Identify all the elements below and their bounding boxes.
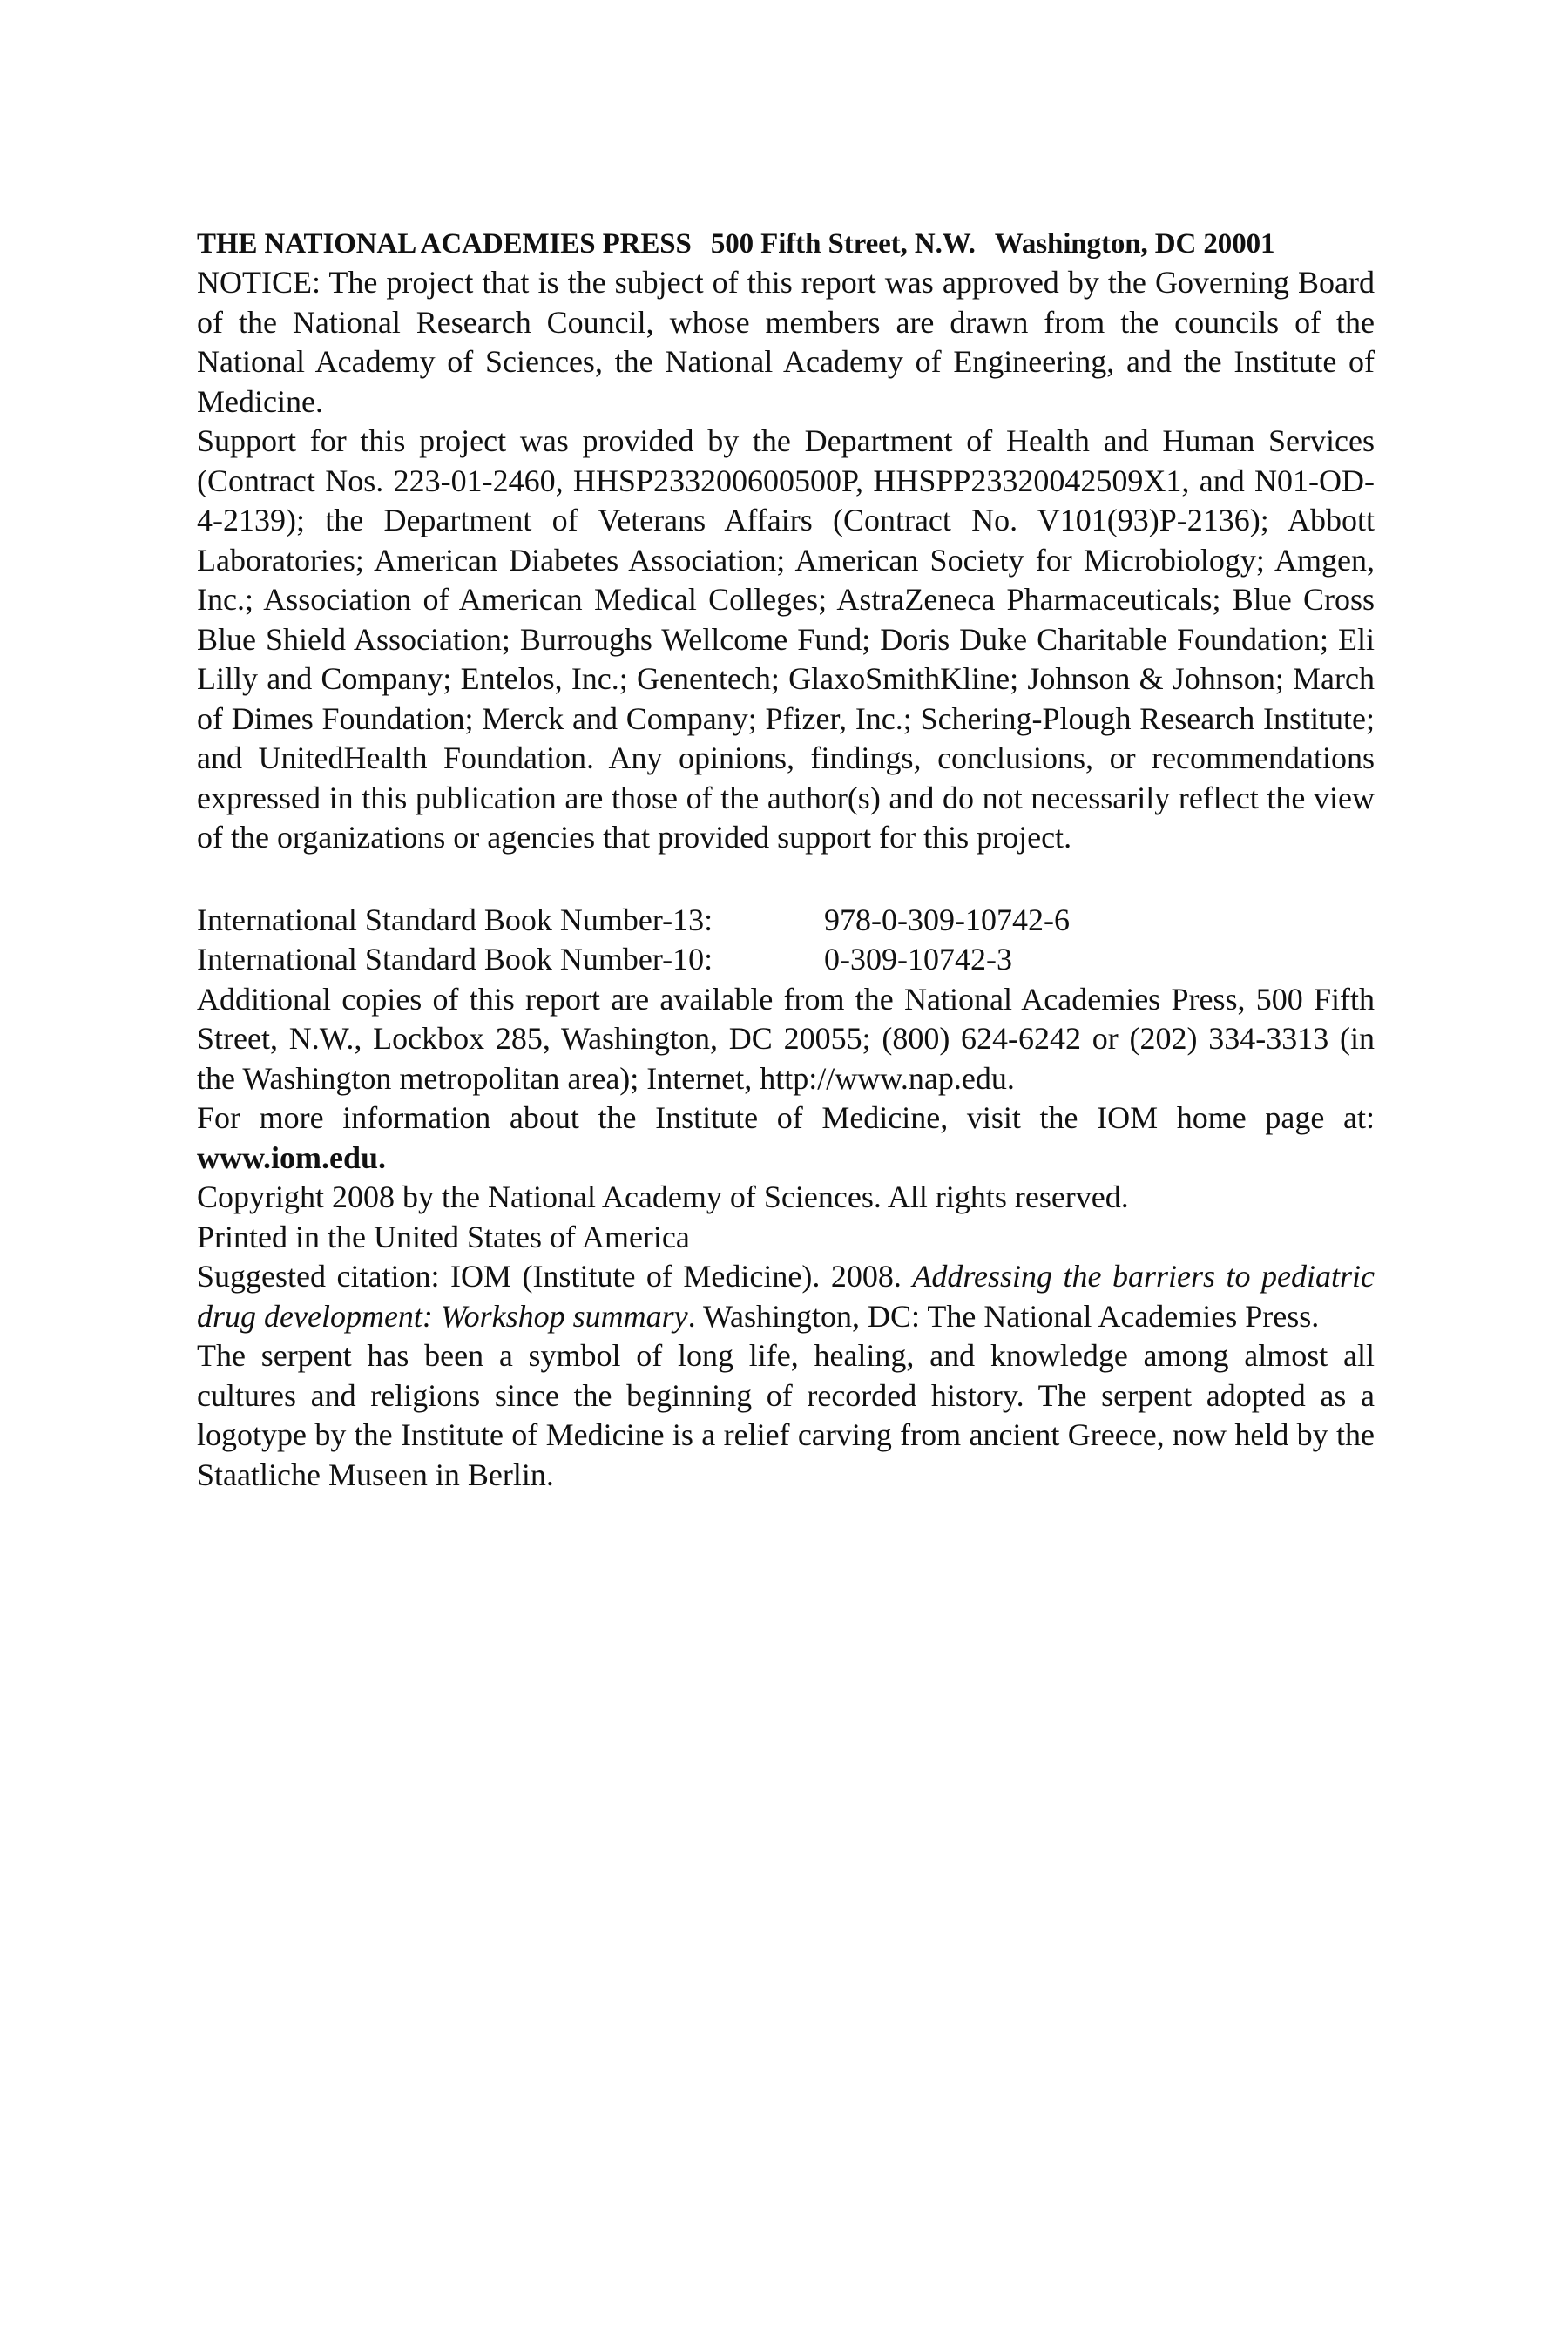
copyright-page: [197, 225, 1375, 1495]
isbn-13-row: [197, 901, 1375, 941]
citation-prefix: Suggested citation: IOM (Institute of Medicine). 2008.: [197, 1259, 913, 1294]
suggested-citation: [197, 1257, 1375, 1336]
additional-copies-paragraph: Additional copies of this report are available from the National Academies Press, 500 Fifth Street, N.W., Lockbox 285, Washington, DC 20055; (800) 624-6242 or (202) 334-3313 (in the Washington metropolitan area); Internet, http://www.nap.edu.: [197, 981, 1375, 1096]
publisher-header: [197, 225, 1375, 263]
printed-line: Printed in the United States of America: [197, 1219, 690, 1254]
isbn-13-value: 978-0-309-10742-6: [824, 902, 1070, 937]
isbn-10-value: 0-309-10742-3: [824, 942, 1012, 977]
notice-paragraph: NOTICE: The project that is the subject of this report was approved by the Governing Board of the National Research Council, whose members are drawn from the councils of the National Academy of Sciences, the National Academy of Engineering, and the Institute of Medicine.: [197, 265, 1375, 419]
citation-suffix: . Washington, DC: The National Academies Press.: [687, 1298, 1320, 1334]
iom-website-link[interactable]: www.iom.edu.: [197, 1139, 387, 1175]
publisher-city: Washington, DC 20001: [994, 228, 1275, 260]
more-info-text: For more information about the Institute of Medicine, visit the IOM home page at:: [197, 1100, 1375, 1135]
support-paragraph: Support for this project was provided by the Department of Health and Human Services (Contract Nos. 223-01-2460, HHSP233200600500P, HHSPP23320042509X1, and N01-OD-4-2139); the Department of Veterans Affairs (Contract No. V101(93)P-2136); Abbott Laboratories; American Diabetes Association; American Society for Microbiology; Amgen, Inc.; Association of American Medical Colleges; AstraZeneca Pharmaceuticals; Blue Cross Blue Shield Association; Burroughs Wellcome Fund; Doris Duke Charitable Foundation; Eli Lilly and Company; Entelos, Inc.; Genentech; GlaxoSmithKline; Johnson & Johnson; March of Dimes Foundation; Merck and Company; Pfizer, Inc.; Schering-Plough Research Institute; and UnitedHealth Foundation. Any opinions, findings, conclusions, or recommendations expressed in this publication are those of the author(s) and do not necessarily reflect the view of the organizations or agencies that provided support for this project.: [197, 423, 1375, 855]
publisher-street: 500 Fifth Street, N.W.: [710, 228, 976, 260]
isbn-list: [197, 901, 1375, 980]
isbn-10-label: International Standard Book Number-10:: [197, 942, 713, 977]
more-info-paragraph: [197, 1098, 1375, 1178]
isbn-10-row: [197, 940, 1375, 980]
citation-title: Addressing the barriers to pediatric drug development: Workshop summary: [197, 1259, 1375, 1334]
copyright-line: Copyright 2008 by the National Academy of Sciences. All rights reserved.: [197, 1179, 1129, 1214]
publisher-name: THE NATIONAL ACADEMIES PRESS: [197, 228, 692, 260]
serpent-paragraph: The serpent has been a symbol of long life, healing, and knowledge among almost all cultures and religions since the beginning of recorded history. The serpent adopted as a logotype by the Institute of Medicine is a relief carving from ancient Greece, now held by the Staatliche Museen in Berlin.: [197, 1338, 1375, 1492]
isbn-13-label: International Standard Book Number-13:: [197, 902, 713, 937]
